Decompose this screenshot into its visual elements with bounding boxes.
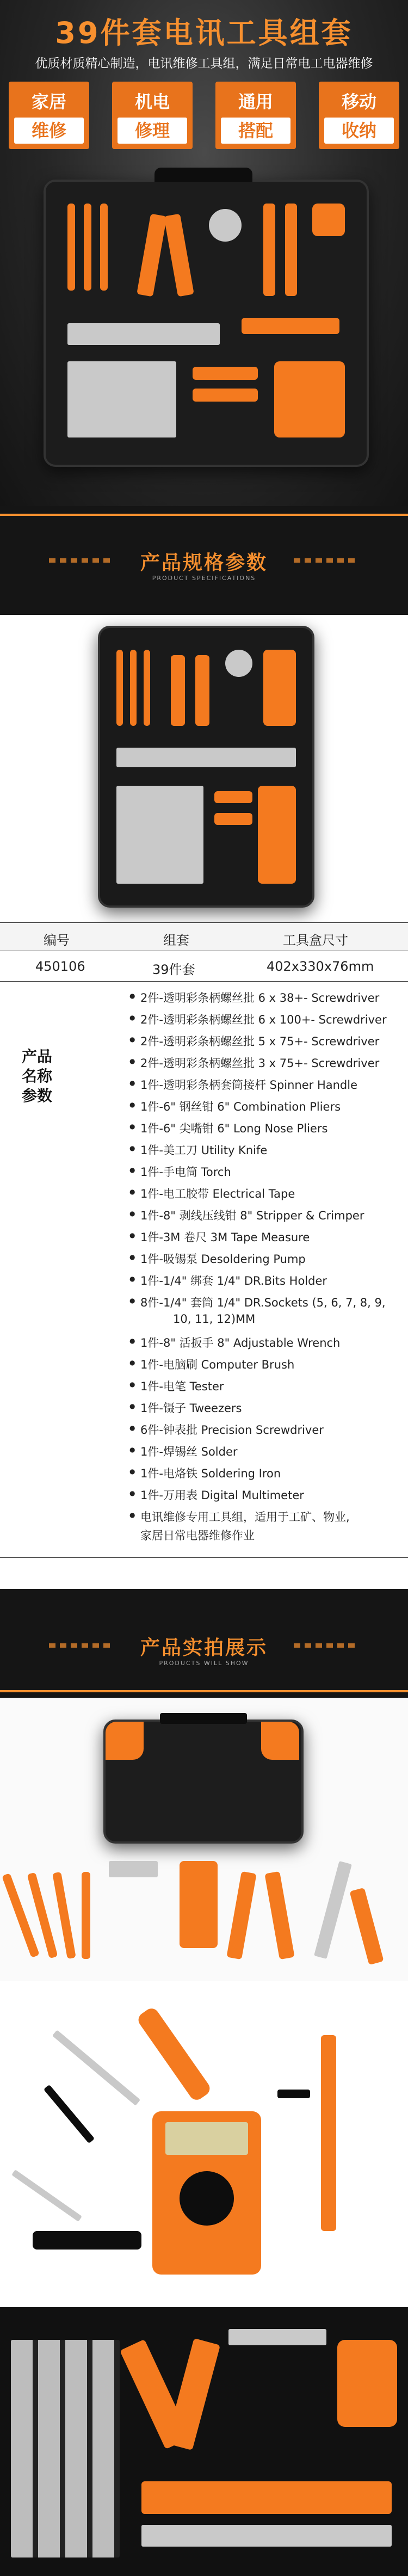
photo-open-case-detail xyxy=(0,2307,408,2576)
spec-table-header xyxy=(0,922,408,951)
header-code: 编号 xyxy=(44,933,70,948)
spec-item-list xyxy=(0,981,408,1558)
header-box-size: 工具盒尺寸 xyxy=(283,933,348,948)
list-item: ● 1件-8" 剥线压线钳 8" Stripper & Crimper xyxy=(140,1207,364,1223)
badge-line1: 机电 xyxy=(134,91,170,112)
spec-table-row xyxy=(0,951,408,981)
photo-section-header xyxy=(0,1589,408,1698)
badge-portable xyxy=(319,82,399,149)
list-item: ● 1件-电工胶带 Electrical Tape xyxy=(140,1185,295,1201)
list-item: ● 1件-吸锡泵 Desoldering Pump xyxy=(140,1250,306,1267)
badge-mech-repair xyxy=(112,82,193,149)
badge-home-repair xyxy=(9,82,89,149)
open-case-image xyxy=(98,626,314,908)
cell-set: 39件套 xyxy=(152,962,195,977)
cell-box-size: 402x330x76mm xyxy=(267,959,374,974)
list-item: ● 8件-1/4" 套筒 1/4" DR.Sockets (5, 6, 7, 8, 9, xyxy=(140,1294,386,1310)
spec-product-photo xyxy=(0,615,408,920)
list-item: ● 1件-透明彩条柄套筒接杆 Spinner Handle xyxy=(140,1076,357,1093)
badge-line1: 移动 xyxy=(341,91,376,112)
cell-code: 450106 xyxy=(35,959,85,974)
badge-line2: 收纳 xyxy=(324,118,394,144)
list-item: ● 1件-万用表 Digital Multimeter xyxy=(140,1487,304,1503)
closed-case-image xyxy=(103,1720,304,1844)
list-item: ● 电讯维修专用工具组，适用于工矿、物业, xyxy=(140,1508,350,1525)
list-item: ● 1件-6" 钢丝钳 6" Combination Pliers xyxy=(140,1098,341,1114)
list-item: ● 2件-透明彩条柄螺丝批 3 x 75+- Screwdriver xyxy=(140,1055,379,1071)
photo-section-subtitle: PRODUCTS WILL SHOW xyxy=(159,1660,249,1667)
list-item-continued: 10, 11, 12)MM xyxy=(173,1312,256,1326)
badge-line2: 搭配 xyxy=(221,118,290,144)
badge-line1: 家居 xyxy=(31,91,66,112)
list-item: ● 1件-电烙铁 Soldering Iron xyxy=(140,1465,281,1481)
list-item: ● 1件-焊锡丝 Solder xyxy=(140,1443,238,1459)
spec-section-header xyxy=(0,506,408,615)
list-item-continued: 家居日常电器维修作业 xyxy=(140,1529,255,1542)
spec-section-title: 产品规格参数 xyxy=(140,552,268,574)
list-item: ● 1件-手电筒 Torch xyxy=(140,1163,231,1180)
list-item: ● 1件-美工刀 Utility Knife xyxy=(140,1142,267,1158)
list-item: ● 6件-钟表批 Precision Screwdriver xyxy=(140,1421,324,1438)
header-set: 组套 xyxy=(163,933,189,948)
list-item: ● 1件-电笔 Tester xyxy=(140,1378,224,1394)
photo-electronic-tools xyxy=(0,1992,408,2296)
multimeter-image xyxy=(152,2111,261,2275)
list-item: ● 1件-3M 卷尺 3M Tape Measure xyxy=(140,1229,310,1245)
list-item: ● 2件-透明彩条柄螺丝批 5 x 75+- Screwdriver xyxy=(140,1033,379,1049)
spec-section-subtitle: PRODUCT SPECIFICATIONS xyxy=(152,575,256,582)
tool-case-image xyxy=(44,180,369,467)
case-handle xyxy=(154,168,252,182)
list-item: ● 1件-电脑刷 Computer Brush xyxy=(140,1356,294,1372)
photo-closed-case-tools xyxy=(0,1698,408,1981)
hero-subtitle: 优质材质精心制造，电讯维修工具组，满足日常电工电器维修 xyxy=(35,57,373,71)
list-item: ● 1件-镊子 Tweezers xyxy=(140,1400,242,1416)
list-item: ● 2件-透明彩条柄螺丝批 6 x 38+- Screwdriver xyxy=(140,989,379,1006)
list-item: ● 1件-6" 尖嘴钳 6" Long Nose Pliers xyxy=(140,1120,327,1136)
product-name-label: 产品 名称 参数 xyxy=(22,1047,53,1105)
list-item: ● 1件-8" 活扳手 8" Adjustable Wrench xyxy=(140,1334,340,1351)
badge-line2: 维修 xyxy=(14,118,84,144)
hero-title: 39件套电讯工具组套 xyxy=(55,16,353,50)
list-item: ● 1件-1/4" 绑套 1/4" DR.Bits Holder xyxy=(140,1272,327,1289)
badge-line2: 修理 xyxy=(118,118,187,144)
badge-line1: 通用 xyxy=(238,91,273,112)
photo-section-title: 产品实拍展示 xyxy=(140,1637,268,1659)
hero-banner xyxy=(0,0,408,506)
list-item: ● 2件-透明彩条柄螺丝批 6 x 100+- Screwdriver xyxy=(140,1011,387,1027)
badge-universal xyxy=(215,82,296,149)
